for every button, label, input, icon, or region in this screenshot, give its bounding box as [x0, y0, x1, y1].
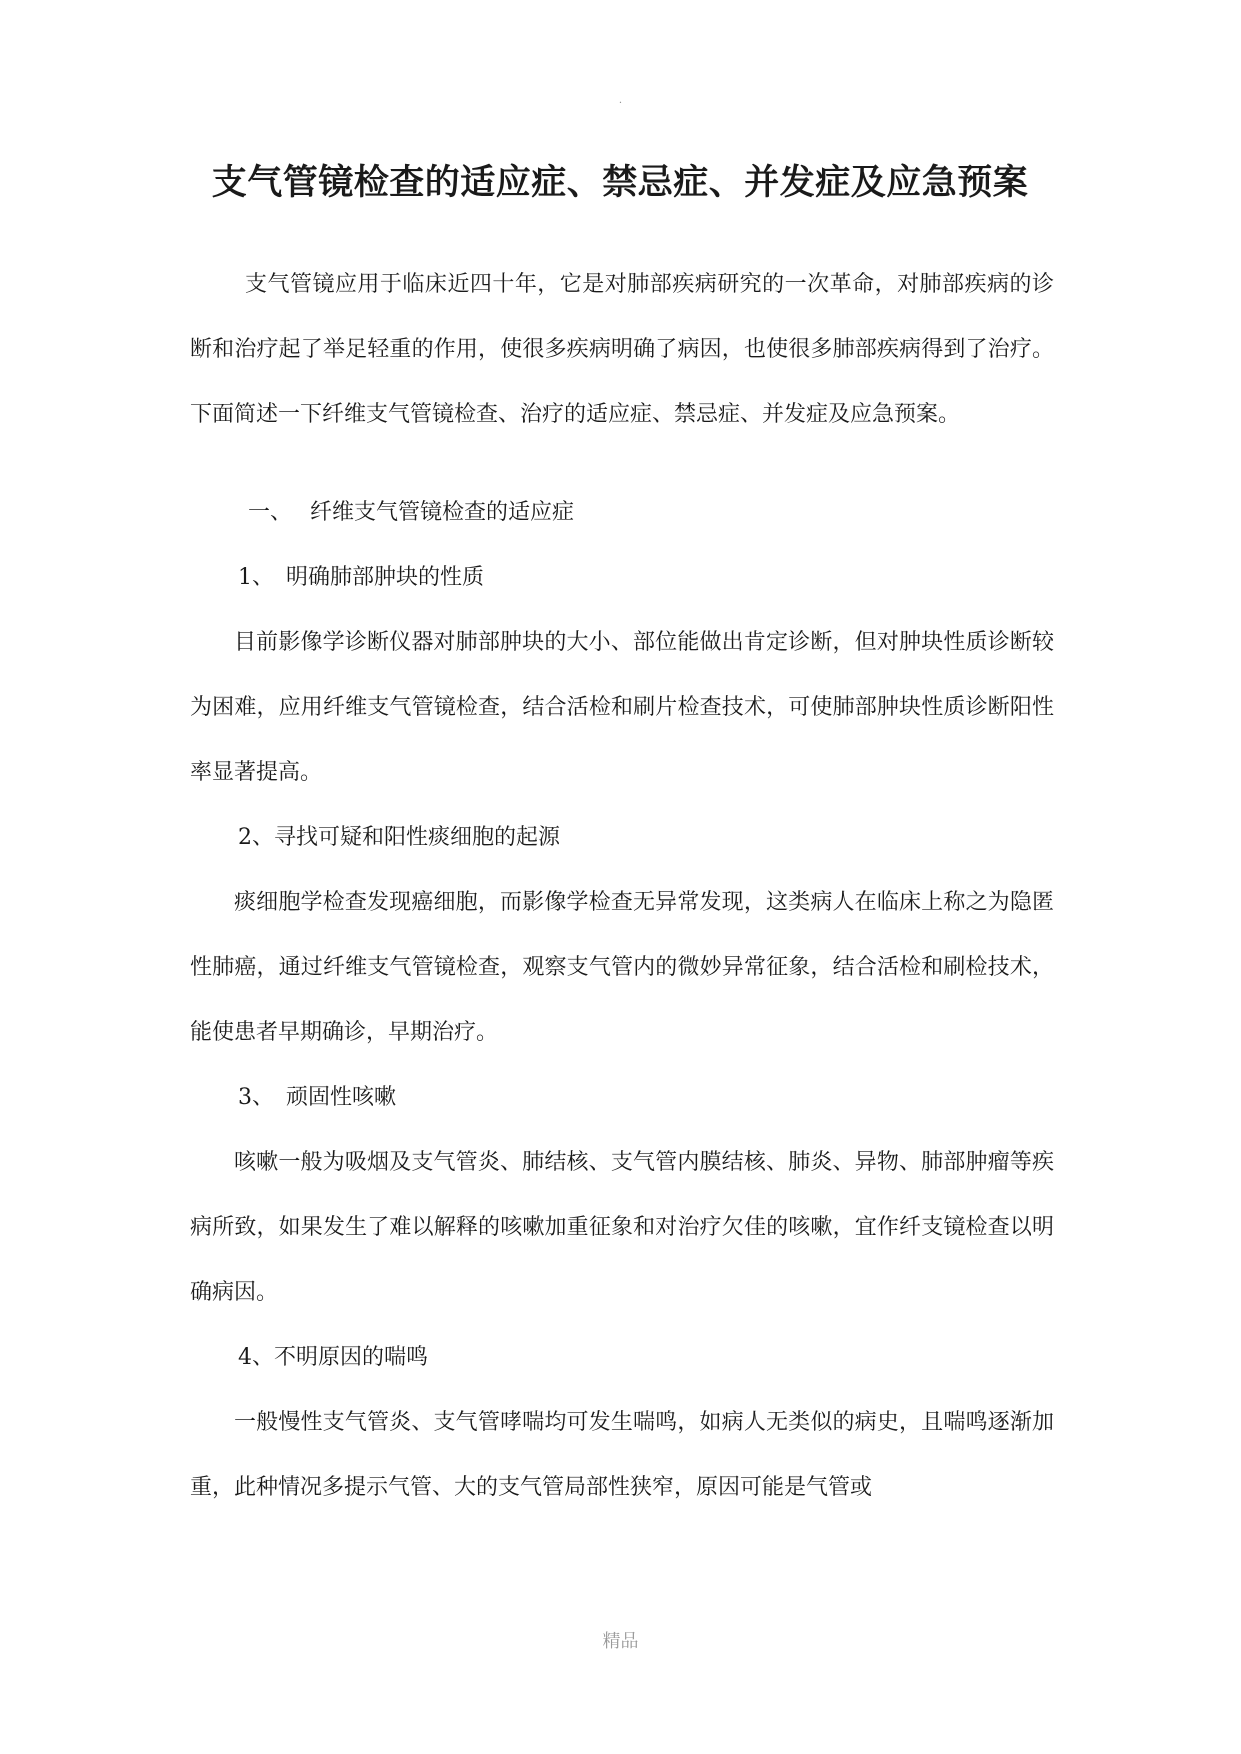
item-heading — [190, 805, 1054, 870]
page-title: 支气管镜检查的适应症、禁忌症、并发症及应急预案 — [211, 162, 1029, 203]
intro-paragraph: 支气管镜应用于临床近四十年，它是对肺部疾病研究的一次革命，对肺部疾病的诊断和治疗起了举足轻重的作用，使很多疾病明确了病因，也使很多肺部疾病得到了治疗。下面简述一下纤维支气管镜检查、治疗的适应症、禁忌症、并发症及应急预案。 — [190, 272, 1054, 427]
item-paragraph: 痰细胞学检查发现癌细胞，而影像学检查无异常发现，这类病人在临床上称之为隐匿性肺癌，通过纤维支气管镜检查，观察支气管内的微妙异常征象，结合活检和刷检技术，能使患者早期确诊，早期治疗。 — [190, 890, 1054, 1045]
item-heading-text: 不明原因的喘鸣 — [274, 1345, 429, 1370]
item-number: 3、 — [238, 1085, 274, 1110]
section-heading-text: 纤维支气管镜检查的适应症 — [310, 500, 575, 525]
item-heading — [190, 545, 1054, 610]
item-heading-text: 寻找可疑和阳性痰细胞的起源 — [274, 825, 561, 850]
footer-label: 精品 — [602, 1631, 639, 1652]
item-heading-text: 明确肺部肿块的性质 — [286, 565, 485, 590]
item-paragraph: 咳嗽一般为吸烟及支气管炎、肺结核、支气管内膜结核、肺炎、异物、肺部肿瘤等疾病所致，如果发生了难以解释的咳嗽加重征象和对治疗欠佳的咳嗽，宜作纤支镜检查以明确病因。 — [190, 1150, 1054, 1305]
header-mark: . — [618, 95, 623, 106]
item-heading — [190, 1325, 1054, 1390]
item-number: 4、 — [238, 1345, 274, 1370]
item-paragraph: 一般慢性支气管炎、支气管哮喘均可发生喘鸣，如病人无类似的病史，且喘鸣逐渐加重，此种情况多提示气管、大的支气管局部性狭窄，原因可能是气管或 — [190, 1410, 1054, 1500]
item-paragraph: 目前影像学诊断仪器对肺部肿块的大小、部位能做出肯定诊断，但对肿块性质诊断较为困难，应用纤维支气管镜检查，结合活检和刷片检查技术，可使肺部肿块性质诊断阳性率显著提高。 — [190, 630, 1054, 785]
item-number: 1、 — [238, 565, 274, 590]
document-body — [190, 252, 1054, 1520]
section-heading — [190, 480, 1054, 545]
section-number: 一、 — [248, 500, 293, 525]
item-heading-text: 顽固性咳嗽 — [286, 1085, 397, 1110]
item-heading — [190, 1065, 1054, 1130]
item-number: 2、 — [238, 825, 274, 850]
